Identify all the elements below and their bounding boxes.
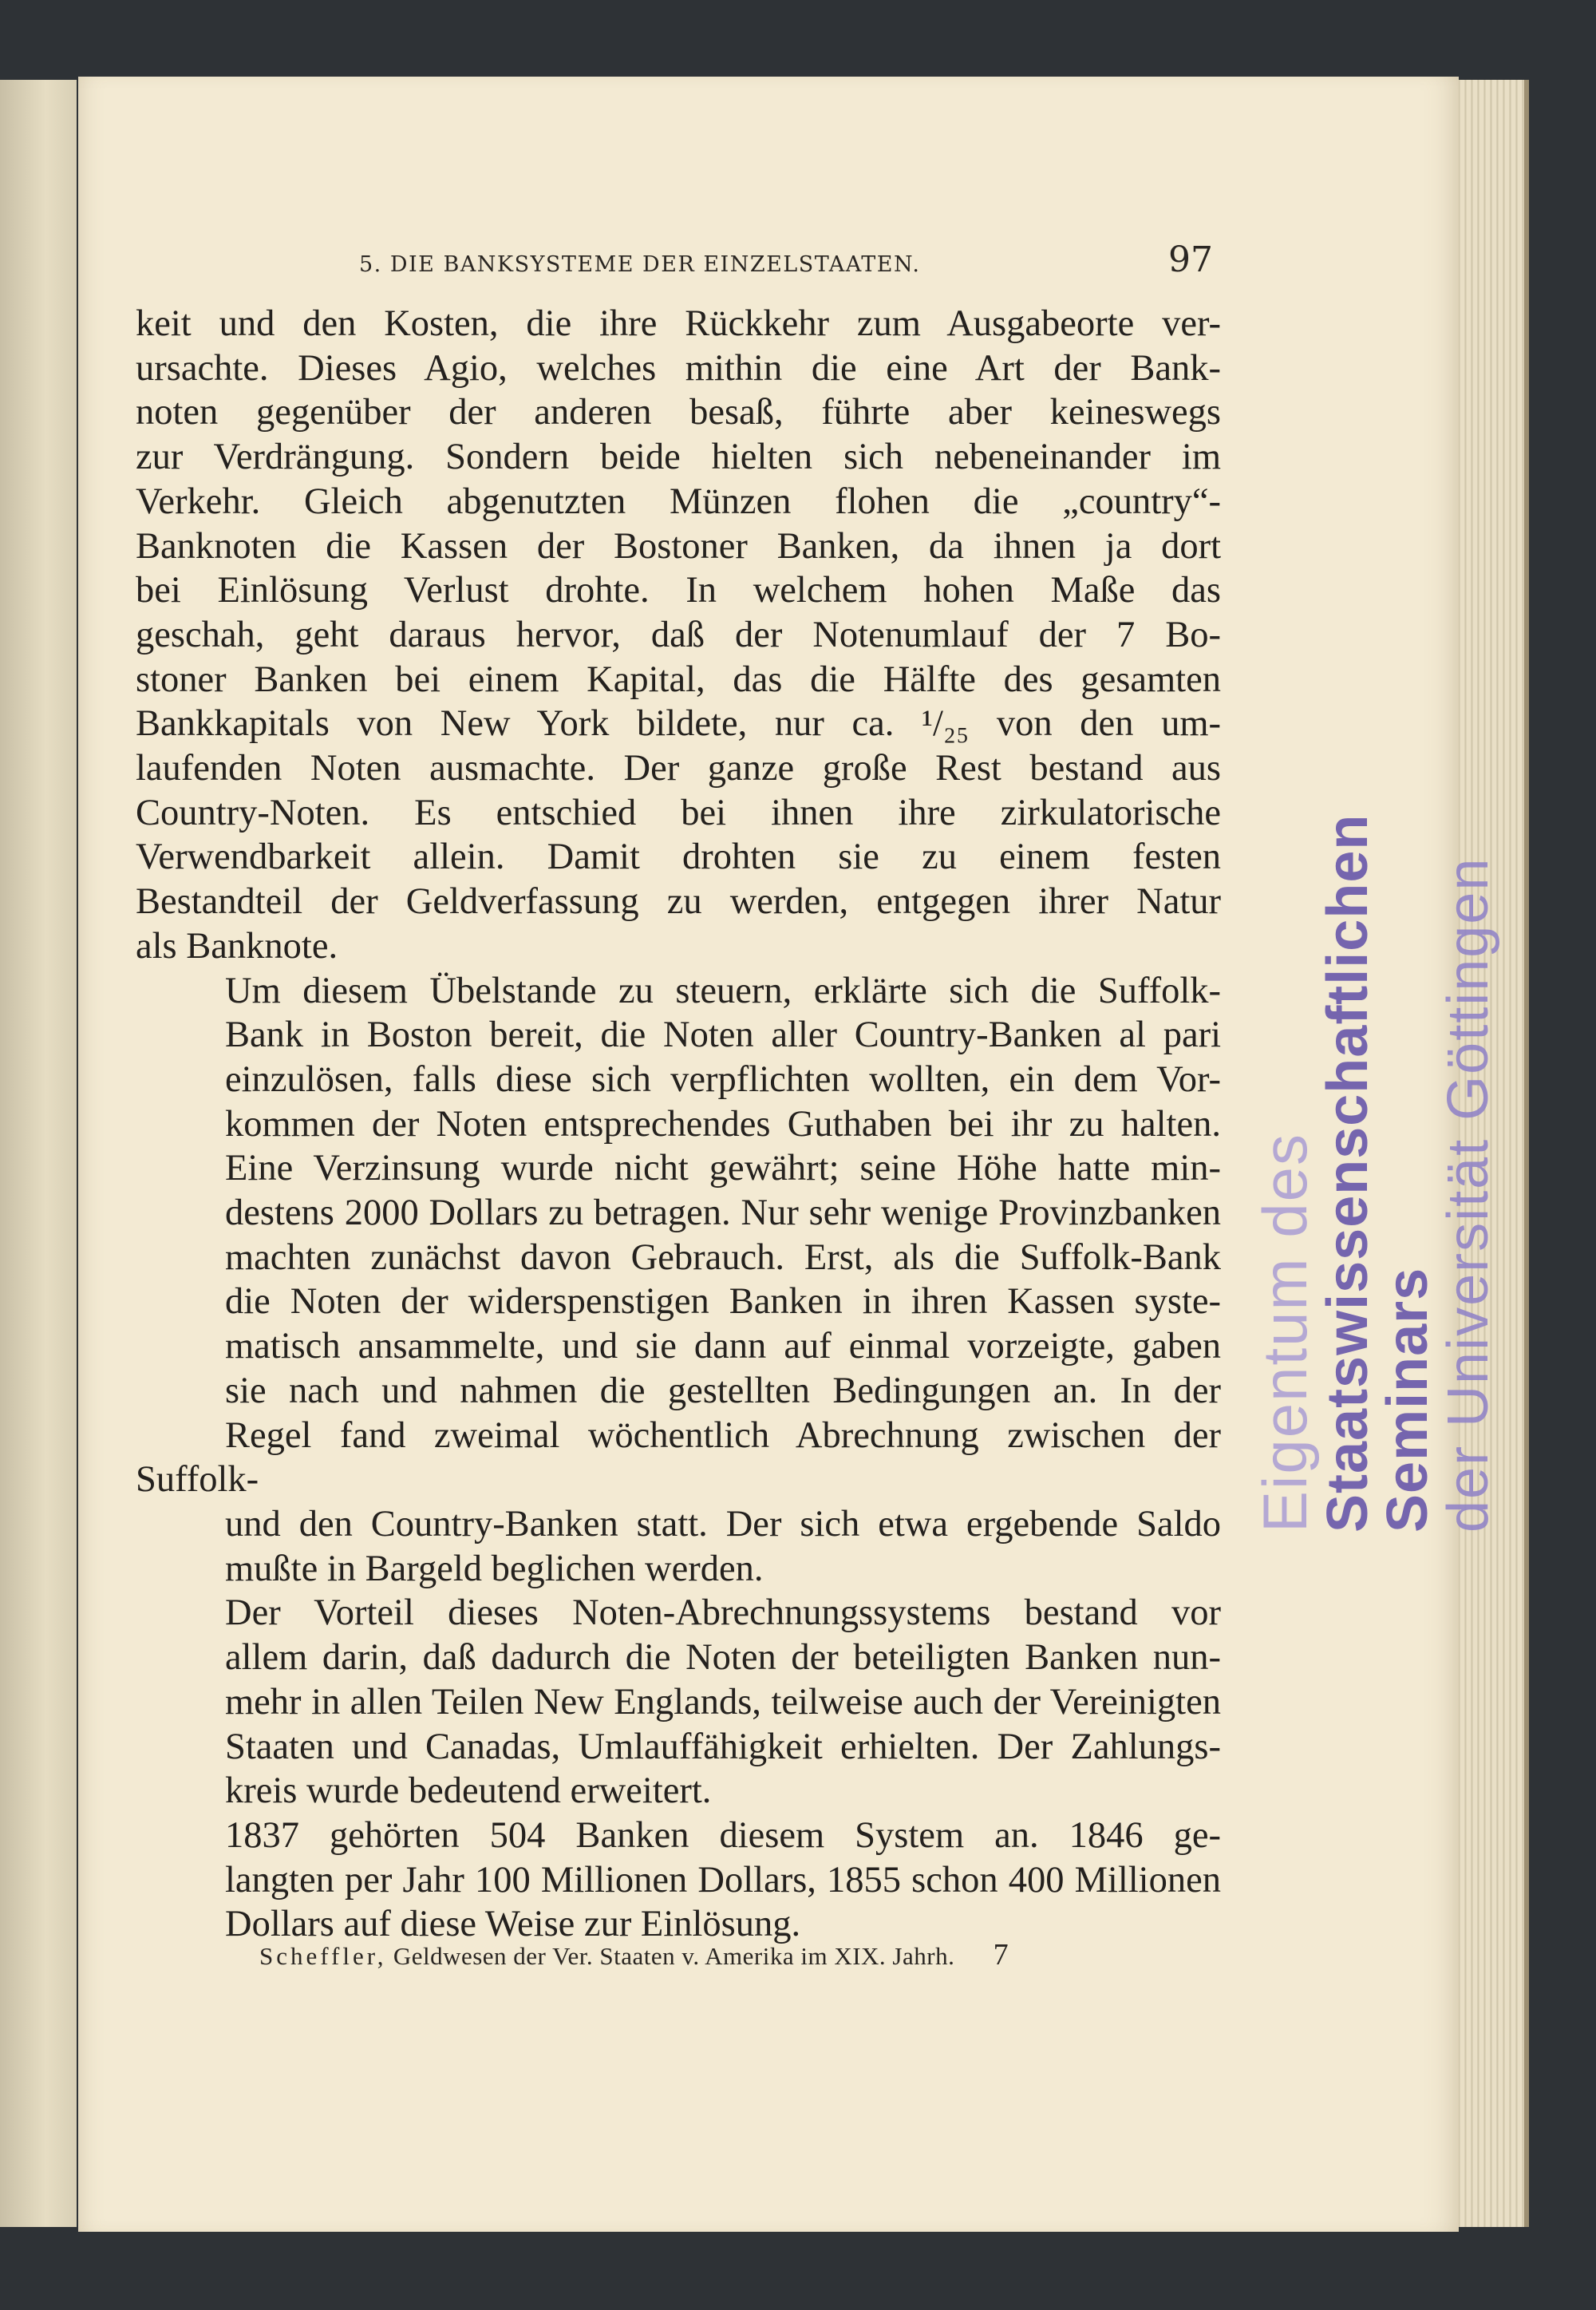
footer-work-title: Geldwesen der Ver. Staaten v. Amerika im XIX. Jahrh. (393, 1942, 955, 1970)
body-text (136, 302, 1221, 1947)
text-line: Um diesem Übelstande zu steuern, erklärte sich die Suffolk- (225, 970, 1221, 1011)
text-line: ursachte. Dieses Agio, welches mithin die eine Art der Bank- (136, 347, 1221, 389)
text-line: Der Vorteil dieses Noten-Abrechnungssystems bestand vor (225, 1592, 1221, 1634)
text-line: Verwendbarkeit allein. Damit drohten sie zu einem festen (136, 837, 1221, 878)
text-line: stoner Banken bei einem Kapital, das die Hälfte des gesamten (136, 659, 1221, 700)
running-title: 5. DIE BANKSYSTEME DER EINZELSTAATEN. (359, 252, 921, 277)
text-line: kommen der Noten entsprechendes Guthaben bei ihr zu halten. (225, 1103, 1221, 1145)
page-number: 97 (1168, 239, 1213, 280)
stamp-line-1: Eigentum des (1250, 1133, 1320, 1533)
text-line: Verkehr. Gleich abgenutzten Münzen flohen die „country“- (136, 481, 1221, 522)
text-line: zur Verdrängung. Sondern beide hielten sich nebeneinander im (136, 437, 1221, 478)
text-line: Bankkapitals von New York bildete, nur ca. ¹/₂₅ von den um- (136, 703, 1221, 745)
text-line: Staaten und Canadas, Umlauffähigkeit erhielten. Der Zahlungs- (225, 1726, 1221, 1767)
library-stamp (1250, 813, 1501, 1533)
text-line: Dollars auf diese Weise zur Einlösung. (225, 1904, 801, 1945)
stamp-line-3: der Universität Göttingen (1436, 856, 1501, 1533)
text-line: mehr in allen Teilen New Englands, teilweise auch der Vereinigten (225, 1681, 1221, 1723)
text-line: 1837 gehörten 504 Banken diesem System an. 1846 ge- (225, 1814, 1221, 1856)
text-line: mußte in Bargeld beglichen werden. (225, 1548, 764, 1589)
text-line: keit und den Kosten, die ihre Rückkehr zum Ausgabeorte ver- (136, 303, 1221, 344)
footer-author: Scheffler, (259, 1942, 387, 1970)
text-line: Bestandteil der Geldverfassung zu werden, entgegen ihrer Natur (136, 881, 1221, 923)
text-line: Country-Noten. Es entschied bei ihnen ihre zirkulatorische (136, 792, 1221, 833)
page-footer (259, 1937, 1009, 1972)
text-line: Banknoten die Kassen der Bostoner Banken, da ihnen ja dort (136, 525, 1221, 567)
text-line: noten gegenüber der anderen besaß, führte aber keineswegs (136, 392, 1221, 433)
text-line: laufenden Noten ausmachte. Der ganze große Rest bestand aus (136, 748, 1221, 789)
text-line: kreis wurde bedeutend erweitert. (225, 1770, 712, 1812)
signature-mark: 7 (993, 1938, 1009, 1972)
paragraph (136, 969, 1221, 1592)
text-line: langten per Jahr 100 Millionen Dollars, 1855 schon 400 Millionen (225, 1859, 1221, 1901)
text-line: einzulösen, falls diese sich verpflichten wollten, ein dem Vor- (225, 1058, 1221, 1100)
text-line: Regel fand zweimal wöchentlich Abrechnung zwischen der Suffolk- (136, 1414, 1221, 1501)
previous-page-edge (0, 80, 77, 2227)
text-line: Bank in Boston bereit, die Noten aller Country-Banken al pari (225, 1015, 1221, 1056)
text-line: die Noten der widerspenstigen Banken in ihren Kassen syste- (225, 1281, 1221, 1323)
text-line: Eine Verzinsung wurde nicht gewährt; seine Höhe hatte min- (225, 1148, 1221, 1189)
text-line: sie nach und nahmen die gestellten Bedingungen an. In der (225, 1370, 1221, 1411)
text-line: bei Einlösung Verlust drohte. In welchem hohen Maße das (136, 570, 1221, 611)
text-line: destens 2000 Dollars zu betragen. Nur sehr wenige Provinzbanken (225, 1193, 1221, 1234)
paragraph (136, 1814, 1221, 1947)
paragraph (136, 302, 1221, 969)
stamp-line-2: Staatswissenschaftlichen Seminars (1315, 813, 1440, 1533)
text-line: machten zunächst davon Gebrauch. Erst, als die Suffolk-Bank (225, 1236, 1221, 1278)
text-line: als Banknote. (136, 925, 338, 967)
text-line: allem darin, daß dadurch die Noten der beteiligten Banken nun- (225, 1637, 1221, 1679)
text-line: und den Country-Banken statt. Der sich etwa ergebende Saldo (225, 1503, 1221, 1545)
text-line: matisch ansammelte, und sie dann auf einmal vorzeigte, gaben (225, 1326, 1221, 1367)
text-line: geschah, geht daraus hervor, daß der Notenumlauf der 7 Bo- (136, 614, 1221, 655)
paragraph (136, 1591, 1221, 1814)
running-head (144, 239, 1213, 280)
